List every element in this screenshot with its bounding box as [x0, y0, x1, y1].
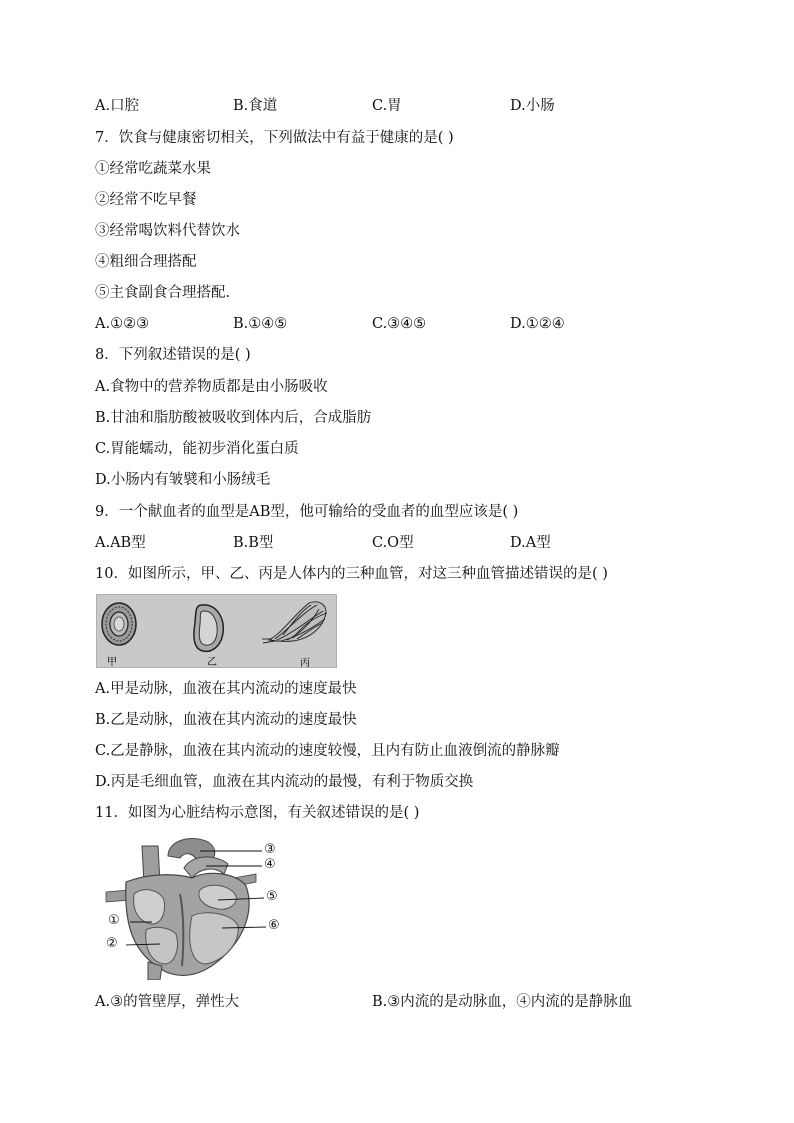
q6-option-b: B.食道 — [233, 98, 278, 114]
q7-option-a: A.①②③ — [95, 316, 150, 332]
heart-label-3: ③ — [264, 842, 276, 857]
q6-option-c: C.胃 — [372, 98, 402, 114]
heart-structure-figure — [96, 834, 286, 980]
q9-option-b: B.B型 — [233, 535, 274, 551]
q7-item-1: ①经常吃蔬菜水果 — [95, 161, 211, 177]
q7-option-c: C.③④⑤ — [372, 316, 427, 332]
heart-label-4: ④ — [264, 857, 276, 872]
q9-option-a: A.AB型 — [95, 535, 146, 551]
q10-option-d: D.丙是毛细血管，血液在其内流动的最慢，有利于物质交换 — [95, 774, 474, 790]
q6-options — [95, 96, 735, 116]
q7-item-2: ②经常不吃早餐 — [95, 192, 197, 208]
q7-item-4: ④粗细合理搭配 — [95, 254, 197, 270]
q9-options — [95, 533, 735, 553]
q11-options — [95, 992, 735, 1012]
q11-option-b: B.③内流的是动脉血，④内流的是静脉血 — [372, 994, 633, 1010]
heart-label-5: ⑤ — [266, 889, 278, 904]
figure-label-bing: 丙 — [300, 658, 310, 669]
figure-label-yi: 乙 — [207, 657, 217, 668]
q7-option-b: B.①④⑤ — [233, 316, 288, 332]
q7-options — [95, 314, 735, 334]
capillary-drawing — [262, 602, 327, 643]
vein-drawing — [194, 605, 223, 652]
q11-stem: 11．如图为心脏结构示意图，有关叙述错误的是( ) — [95, 805, 420, 821]
q6-option-a: A.口腔 — [95, 98, 140, 114]
q7-item-3: ③经常喝饮料代替饮水 — [95, 223, 240, 239]
q8-option-a: A.食物中的营养物质都是由小肠吸收 — [95, 379, 328, 395]
q7-option-d: D.①②④ — [510, 316, 565, 332]
q8-option-d: D.小肠内有皱襞和小肠绒毛 — [95, 472, 271, 488]
q10-stem: 10．如图所示，甲、乙、丙是人体内的三种血管，对这三种血管描述错误的是( ) — [95, 566, 608, 582]
heart-label-6: ⑥ — [268, 918, 280, 933]
figure-label-jia: 甲 — [107, 657, 117, 668]
artery-drawing — [102, 603, 136, 645]
q9-stem: 9．一个献血者的血型是AB型，他可输给的受血者的血型应该是( ) — [95, 504, 519, 520]
heart-illustration — [96, 834, 286, 980]
q10-option-c: C.乙是静脉，血液在其内流动的速度较慢，且内有防止血液倒流的静脉瓣 — [95, 743, 560, 759]
q9-option-c: C.O型 — [372, 535, 414, 551]
q7-stem: 7．饮食与健康密切相关，下列做法中有益于健康的是( ) — [95, 130, 454, 146]
q10-option-a: A.甲是动脉，血液在其内流动的速度最快 — [95, 681, 357, 697]
q10-option-b: B.乙是动脉，血液在其内流动的速度最快 — [95, 712, 357, 728]
q9-option-d: D.A型 — [510, 535, 551, 551]
q6-option-d: D.小肠 — [510, 98, 555, 114]
heart-drawing — [106, 838, 256, 980]
heart-label-1: ① — [108, 913, 120, 928]
q8-stem: 8．下列叙述错误的是( ) — [95, 347, 251, 363]
blood-vessels-figure — [96, 594, 337, 668]
q11-option-a: A.③的管壁厚，弹性大 — [95, 994, 240, 1010]
q7-item-5: ⑤主食副食合理搭配. — [95, 285, 231, 301]
q8-option-b: B.甘油和脂肪酸被吸收到体内后，合成脂肪 — [95, 410, 372, 426]
heart-label-2: ② — [106, 936, 118, 951]
q8-option-c: C.胃能蠕动，能初步消化蛋白质 — [95, 441, 299, 457]
